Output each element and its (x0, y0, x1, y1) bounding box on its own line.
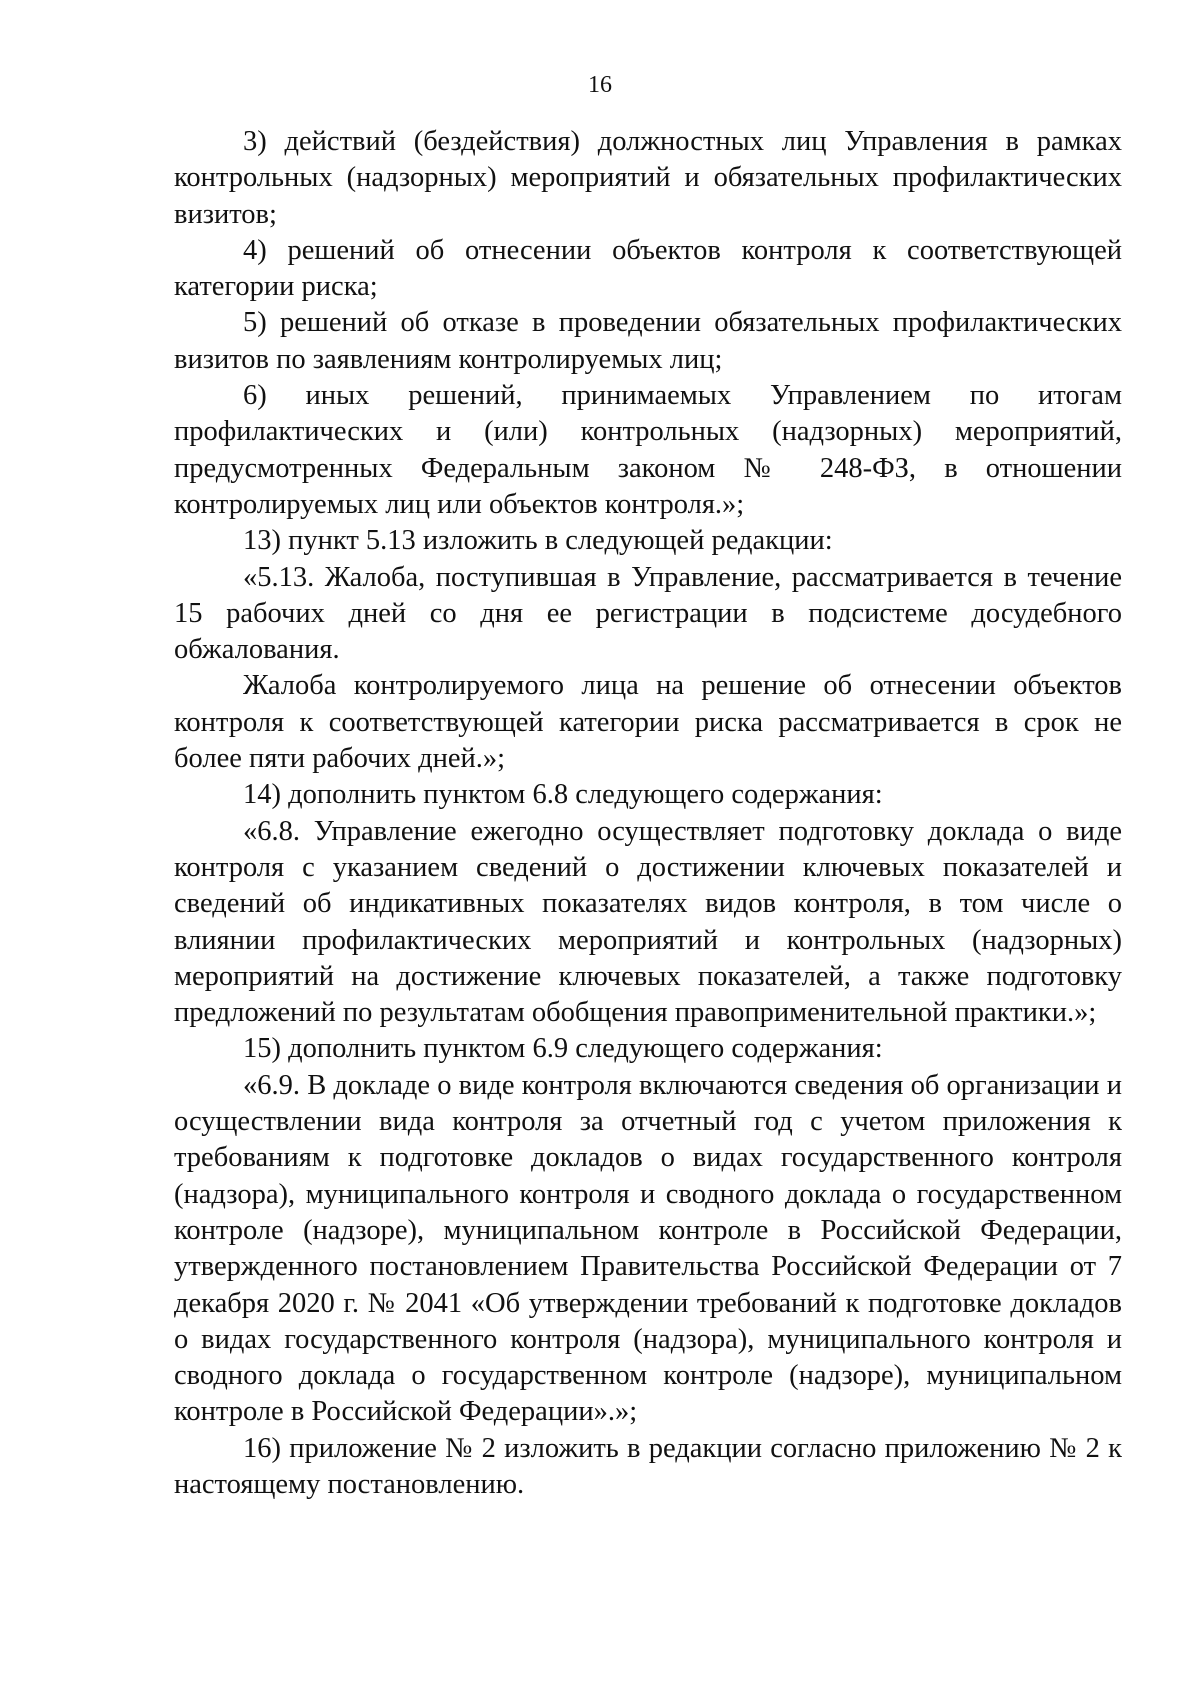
paragraph-item-6: 6) иных решений, принимаемых Управлением по итогам профилактических и (или) контрольных (надзорных) мероприятий, предусмотренных Федеральным законом № 248-ФЗ, в отношении контролируемых лиц или объектов контроля.»; (174, 380, 1122, 520)
paragraph-point-16: 16) приложение № 2 изложить в редакции согласно приложению № 2 к настоящему постановлению. (174, 1432, 1122, 1500)
paragraph-point-13: 13) пункт 5.13 изложить в следующей редакции: (243, 525, 833, 557)
paragraph-point-14: 14) дополнить пунктом 6.8 следующего содержания: (243, 779, 883, 811)
paragraph-item-3: 3) действий (бездействия) должностных лиц Управления в рамках контрольных (надзорных) мероприятий и обязательных профилактических визитов; (174, 126, 1122, 230)
page-number: 16 (588, 72, 612, 98)
paragraph-clause-6-8: «6.8. Управление ежегодно осуществляет подготовку доклада о виде контроля с указанием сведений о достижении ключевых показателей и сведений об индикативных показателях видов контроля, в том числе о влиянии профилактических мероприятий и контрольных (надзорных) мероприятий на достижение ключевых показателей, а также подготовку предложений по результатам обобщения правоприменительной практики.»; (174, 815, 1122, 1029)
paragraph-complaint-risk: Жалоба контролируемого лица на решение об отнесении объектов контроля к соответствующей категории риска рассматривается в срок не более пяти рабочих дней.»; (174, 670, 1122, 775)
paragraph-item-4: 4) решений об отнесении объектов контроля к соответствующей категории риска; (174, 234, 1122, 303)
document-body (174, 124, 1122, 1503)
paragraph-clause-5-13: «5.13. Жалоба, поступившая в Управление, рассматривается в течение 15 рабочих дней со дня ее регистрации в подсистеме досудебного обжалования. (174, 561, 1122, 666)
paragraph-point-15: 15) дополнить пунктом 6.9 следующего содержания: (243, 1033, 883, 1065)
paragraph-item-5: 5) решений об отказе в проведении обязательных профилактических визитов по заявлениям контролируемых лиц; (174, 307, 1122, 375)
paragraph-clause-6-9: «6.9. В докладе о виде контроля включаются сведения об организации и осуществлении вида контроля за отчетный год с учетом приложения к требованиям к подготовке докладов о видах государственного контроля (надзора), муниципального контроля и сводного доклада о государственном контроле (надзоре), муниципальном контроле в Российской Федерации, утвержденного постановлением Правительства Российской Федерации от 7 декабря 2020 г. № 2041 «Об утверждении требований к подготовке докладов о видах государственного контроля (надзора), муниципального контроля и сводного доклада о государственном контроле (надзоре), муниципальном контроле в Российской Федерации».»; (174, 1069, 1122, 1428)
